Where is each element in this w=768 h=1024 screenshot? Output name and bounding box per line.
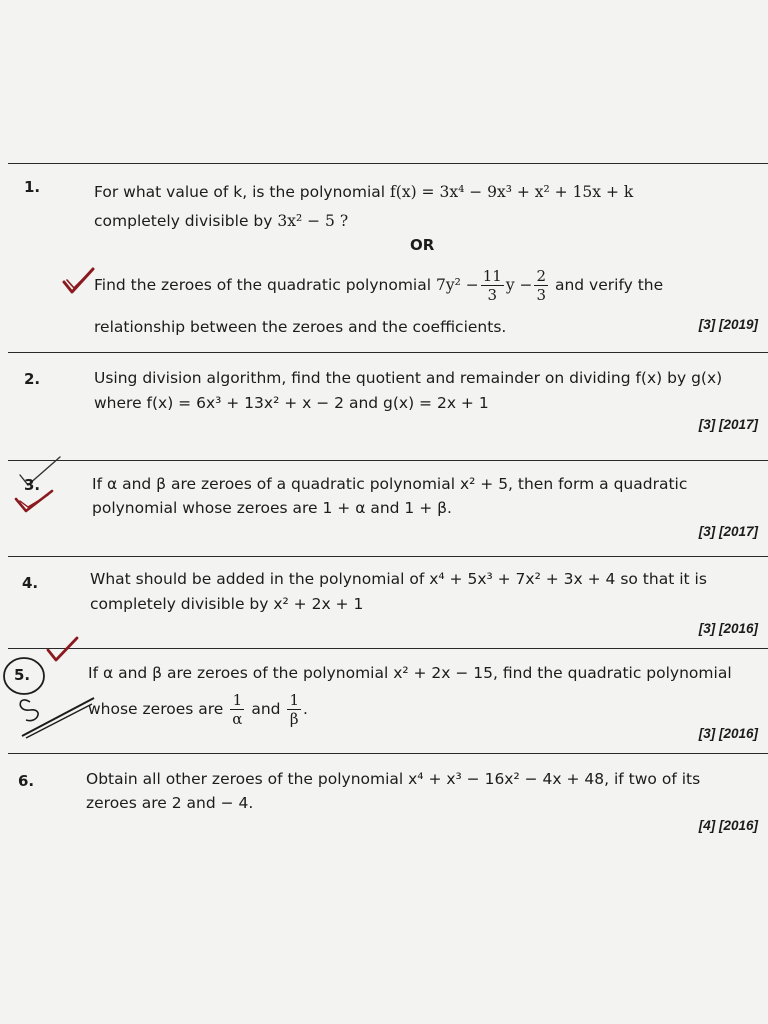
question-text: Using division algorithm, find the quotient and remainder on dividing f(x) by g(x) [94,369,723,387]
divider [8,460,768,461]
question-text [94,209,348,233]
polynomial-expression: y − [505,276,533,294]
or-separator: OR [410,236,435,254]
question-text: Obtain all other zeroes of the polynomial x⁴ + x³ − 16x² − 4x + 48, if two of its [86,770,701,788]
divider [8,648,768,649]
divider [8,556,768,557]
question-text-prefix: For what value of k, is the polynomial [94,183,386,201]
question-text [94,262,663,308]
marks-year-citation: [4] [2016] [698,818,758,833]
and-word: and [251,700,281,718]
question-number: 1. [24,178,41,196]
marks-year-citation: [3] [2017] [698,417,758,432]
question-number: 6. [18,772,35,790]
question-text [94,180,633,204]
polynomial-expression: 3x² − 5 ? [277,212,349,230]
question-text: relationship between the zeroes and the coefficients. [94,318,507,336]
question-text: zeroes are 2 and − 4. [86,794,254,812]
question-text: where f(x) = 6x³ + 13x² + x − 2 and g(x) = 2x + 1 [94,394,489,412]
question-text: polynomial whose zeroes are 1 + α and 1 + β. [92,499,452,517]
question-text: What should be added in the polynomial of x⁴ + 5x³ + 7x² + 3x + 4 so that it is [90,570,707,588]
question-text-prefix: Find the zeroes of the quadratic polynomial [94,276,432,294]
marks-year-citation: [3] [2019] [698,317,758,332]
question-text-prefix: completely divisible by [94,212,273,230]
question-text: If α and β are zeroes of a quadratic polynomial x² + 5, then form a quadratic [92,475,688,493]
fraction: $\frac{11}{3}$ [482,267,502,304]
question-text-suffix: and verify the [554,276,664,294]
question-text-prefix: whose zeroes are [88,700,224,718]
fraction: $\frac{1}{\alpha}$ [232,691,243,728]
question-text: If α and β are zeroes of the polynomial x² + 2x − 15, find the quadratic polynomial [88,664,732,682]
divider [8,753,768,754]
divider [8,163,768,164]
question-number: 3. [24,476,41,494]
period: . [303,700,308,718]
polynomial-expression: f(x) = 3x⁴ − 9x³ + x² + 15x + k [390,183,634,201]
question-text [88,686,308,732]
polynomial-expression: 7y² − [435,276,479,294]
question-text: completely divisible by x² + 2x + 1 [90,595,364,613]
question-number: 4. [22,574,39,592]
question-number: 5. [14,666,31,684]
marks-year-citation: [3] [2016] [698,726,758,741]
circle-annotation-icon [0,650,96,742]
divider [8,352,768,353]
fraction: $\frac{2}{3}$ [536,267,547,304]
marks-year-citation: [3] [2017] [698,524,758,539]
check-mark-icon [62,266,96,296]
marks-year-citation: [3] [2016] [698,621,758,636]
question-number: 2. [24,370,41,388]
fraction: $\frac{1}{\beta}$ [289,691,299,728]
